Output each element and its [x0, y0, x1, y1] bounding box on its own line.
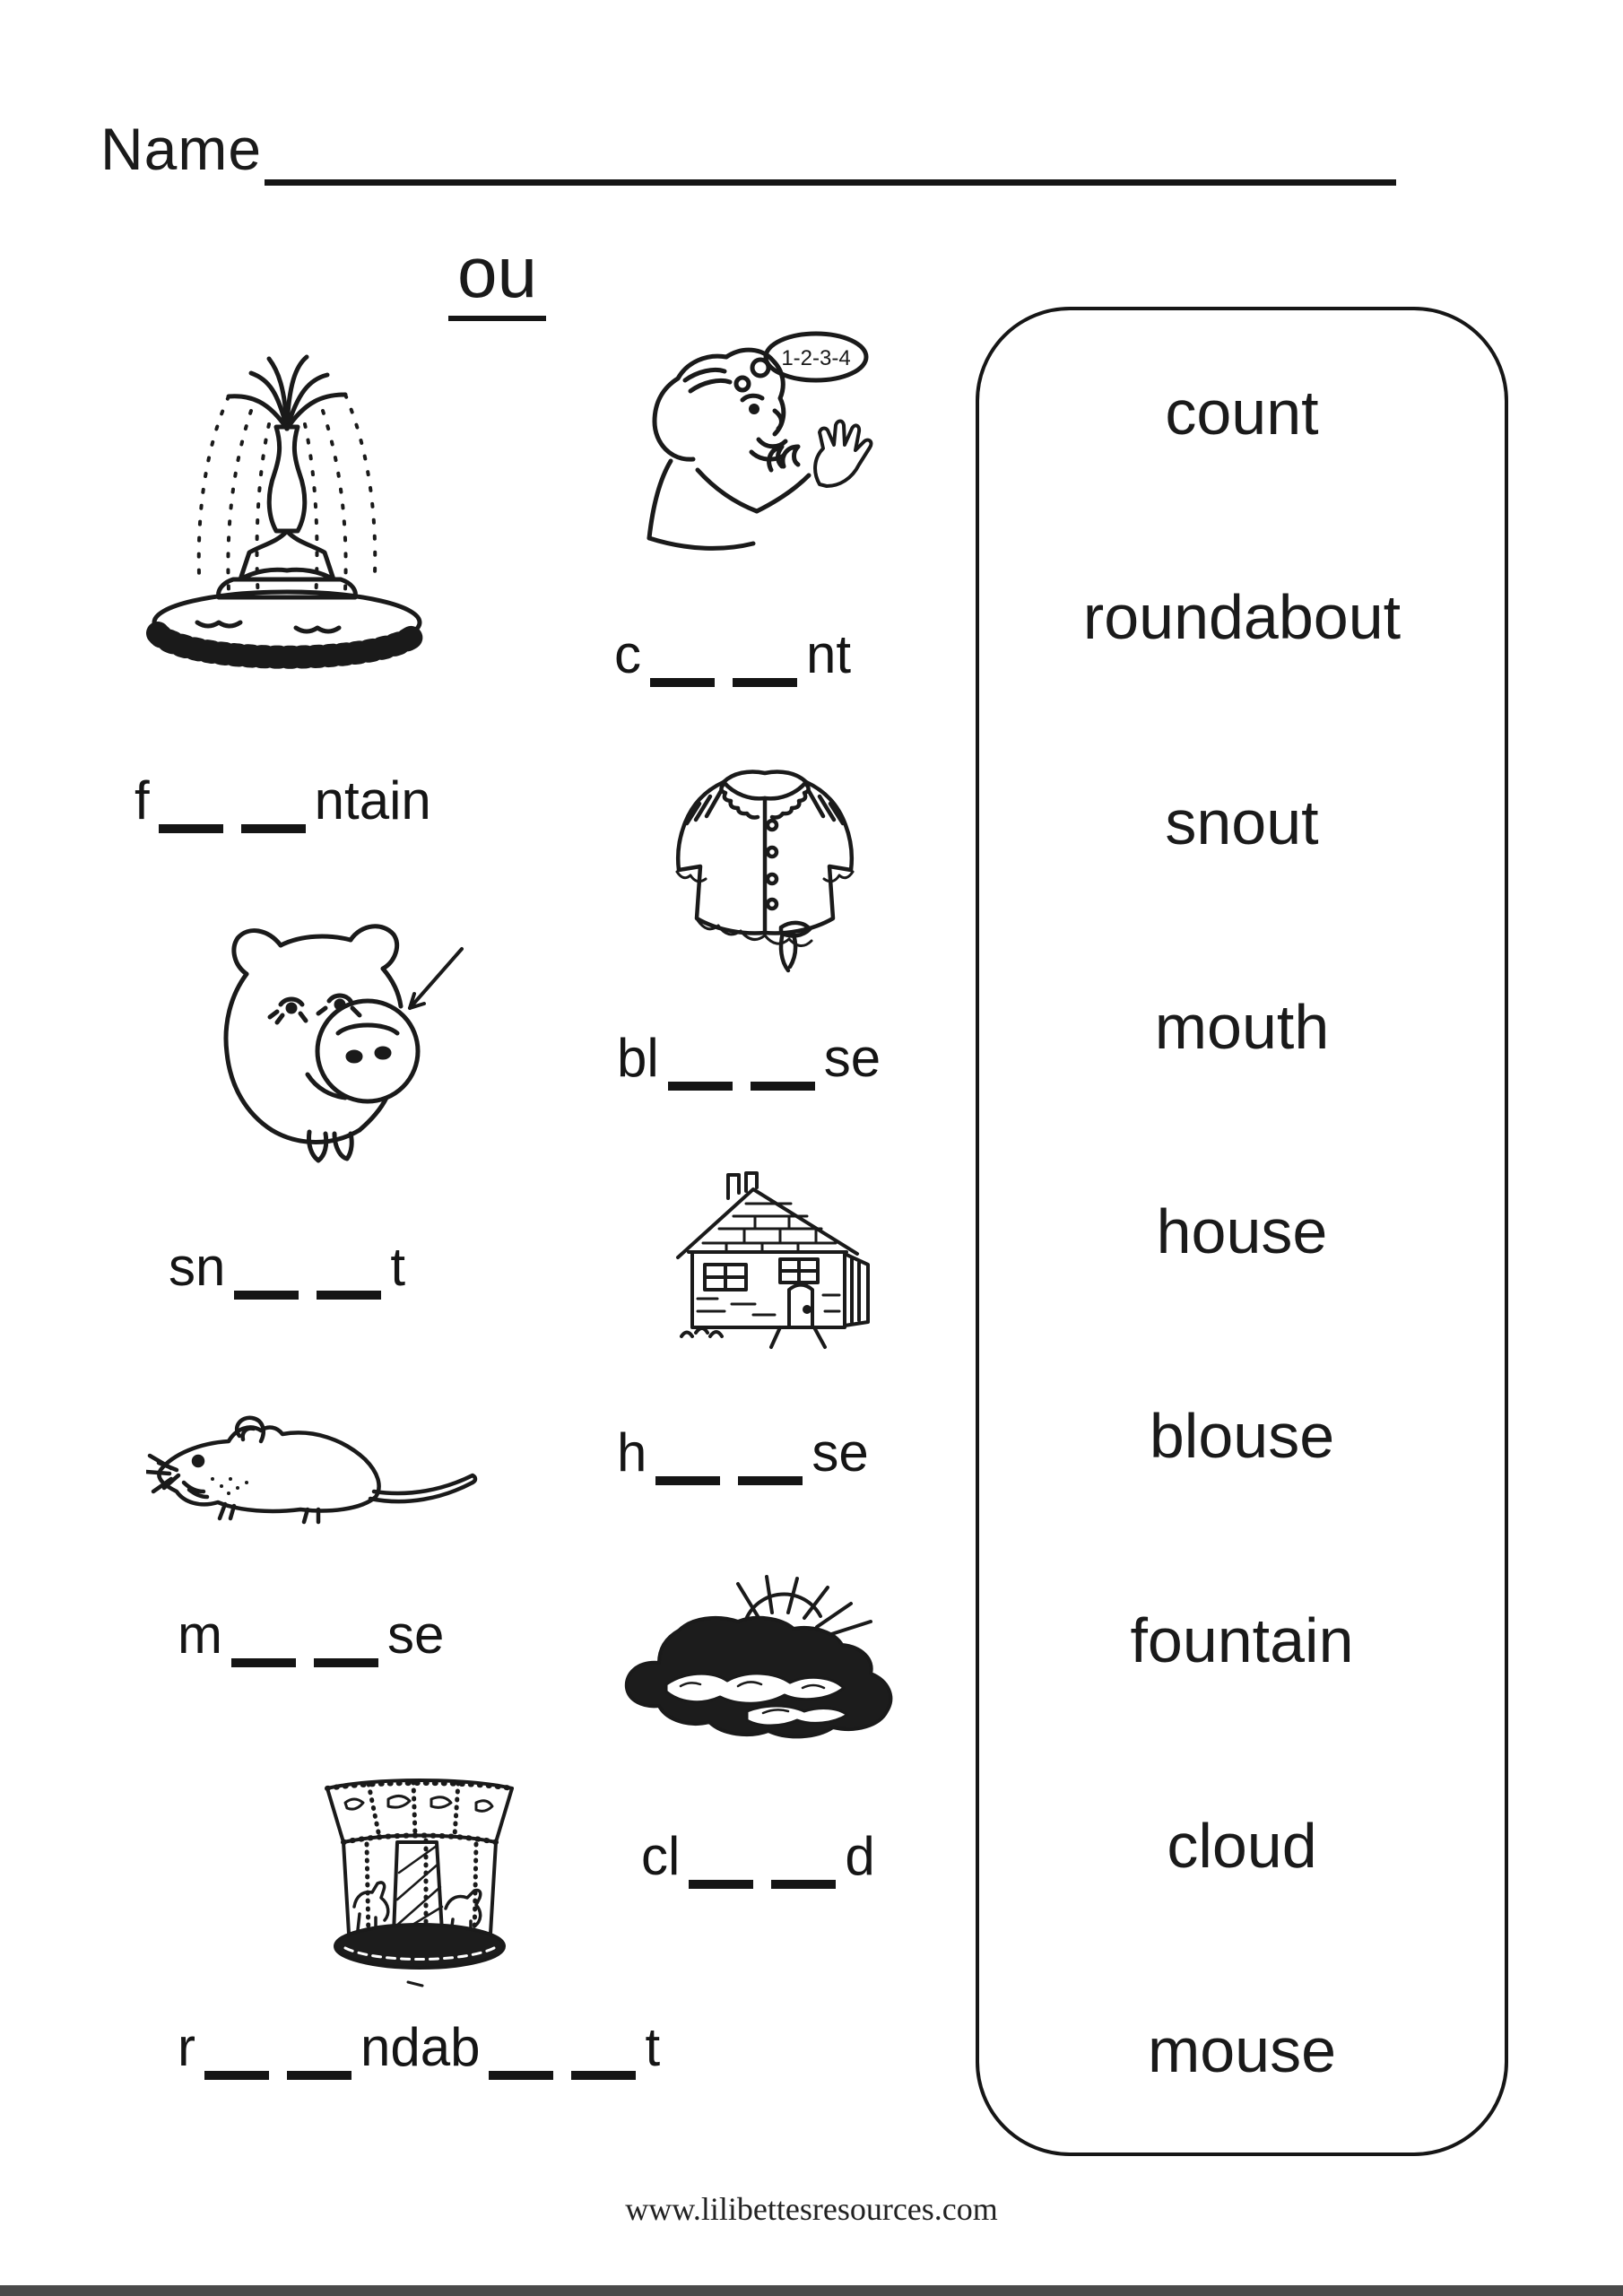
mouse-suffix: se — [386, 1605, 445, 1665]
word-bank-item-house: house — [1156, 1196, 1328, 1266]
roundabout-image — [300, 1756, 540, 1991]
scan-edge-bar — [0, 2285, 1623, 2296]
snout-suffix: t — [390, 1237, 406, 1297]
house-image — [646, 1162, 877, 1360]
blouse-blank-2[interactable] — [751, 1040, 815, 1091]
fountain-suffix: ntain — [314, 770, 431, 831]
word-bank-item-count: count — [1165, 378, 1319, 448]
name-write-line[interactable] — [265, 179, 1396, 186]
word-bank-item-mouse: mouse — [1147, 2014, 1337, 2085]
mouse-image — [146, 1404, 489, 1525]
house-caption — [617, 1422, 869, 1485]
cloud-prefix: cl — [641, 1826, 681, 1886]
word-bank-item-fountain: fountain — [1130, 1605, 1354, 1676]
cloud-sun-image — [612, 1575, 915, 1761]
house-suffix: se — [812, 1422, 869, 1483]
roundabout-blank-4[interactable] — [571, 2030, 636, 2080]
blouse-prefix: bl — [617, 1028, 659, 1088]
cloud-blank-1[interactable] — [689, 1839, 753, 1889]
blouse-caption — [617, 1027, 881, 1091]
word-bank-item-snout: snout — [1165, 787, 1319, 857]
fountain-blank-2[interactable] — [241, 783, 306, 833]
roundabout-prefix: r — [178, 2017, 195, 2077]
mouse-blank-1[interactable] — [231, 1617, 296, 1667]
fountain-image — [143, 339, 430, 698]
roundabout-blank-2[interactable] — [287, 2030, 352, 2080]
count-suffix: nt — [806, 624, 852, 684]
word-bank-item-mouth: mouth — [1154, 991, 1330, 1062]
roundabout-suffix: t — [645, 2017, 661, 2077]
count-blank-1[interactable] — [650, 637, 715, 687]
blouse-image — [647, 743, 882, 978]
snout-blank-1[interactable] — [234, 1249, 299, 1300]
man-counting-image — [608, 325, 877, 556]
snout-caption — [169, 1236, 405, 1300]
name-label: Name — [100, 116, 263, 182]
mouse-blank-2[interactable] — [314, 1617, 378, 1667]
blouse-blank-1[interactable] — [668, 1040, 733, 1091]
word-bank — [976, 307, 1508, 2156]
house-blank-2[interactable] — [738, 1435, 803, 1485]
word-bank-item-cloud: cloud — [1167, 1810, 1317, 1881]
count-blank-2[interactable] — [733, 637, 797, 687]
fountain-prefix: f — [135, 770, 150, 831]
cloud-suffix: d — [845, 1826, 875, 1886]
fountain-blank-1[interactable] — [159, 783, 223, 833]
house-blank-1[interactable] — [655, 1435, 720, 1485]
roundabout-blank-1[interactable] — [204, 2030, 269, 2080]
page-title: ou — [448, 231, 546, 321]
snout-blank-2[interactable] — [317, 1249, 381, 1300]
mouse-prefix: m — [178, 1605, 222, 1665]
roundabout-mid: ndab — [360, 2017, 481, 2077]
cloud-blank-2[interactable] — [771, 1839, 836, 1889]
count-prefix: c — [614, 624, 641, 684]
cloud-caption — [641, 1825, 875, 1889]
fountain-caption — [135, 770, 431, 833]
roundabout-blank-3[interactable] — [489, 2030, 553, 2080]
counting-bubble-text: 1-2-3-4 — [781, 346, 851, 370]
roundabout-caption — [178, 2016, 660, 2080]
house-prefix: h — [617, 1422, 647, 1483]
pig-snout-image — [175, 899, 471, 1168]
blouse-suffix: se — [823, 1028, 881, 1088]
mouse-caption — [178, 1604, 444, 1667]
word-bank-item-roundabout: roundabout — [1082, 582, 1402, 653]
snout-prefix: sn — [169, 1237, 226, 1297]
count-caption — [614, 623, 851, 687]
word-bank-item-blouse: blouse — [1149, 1401, 1335, 1472]
footer-url: www.lilibettesresources.com — [625, 2191, 998, 2227]
